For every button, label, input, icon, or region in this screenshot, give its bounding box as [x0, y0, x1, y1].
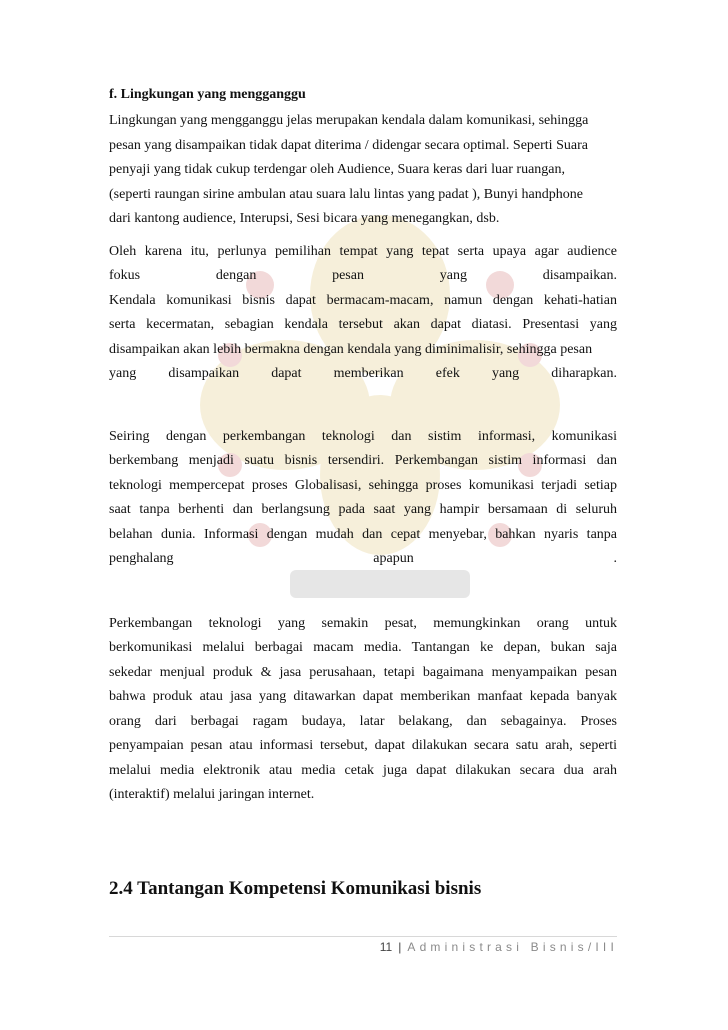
text-line: penghalang apapun .	[109, 551, 617, 566]
text-line: sekedar menjual produk & jasa perusahaan, tetapi bagaimana menyampaikan pesan	[109, 664, 617, 680]
text-line: penyaji yang tidak cukup terdengar oleh Audience, Suara keras dari luar ruangan,	[109, 162, 565, 177]
text-line: berkembang menjadi suatu bisnis tersendiri. Perkembangan sistim informasi dan	[109, 453, 617, 468]
section-title: 2.4 Tantangan Kompetensi Komunikasi bisnis	[109, 878, 482, 899]
text-line: orang dari berbagai ragam budaya, latar belakang, dan sebagainya. Proses	[109, 713, 617, 729]
text-line: fokus dengan pesan yang disampaikan.	[109, 268, 617, 283]
paragraph-media	[109, 612, 617, 808]
text-line: (interaktif) melalui jaringan internet.	[109, 787, 315, 802]
footer-separator: |	[398, 940, 402, 954]
text-line: pesan yang disampaikan tidak dapat diterima / didengar secara optimal. Seperti Suara	[109, 137, 588, 153]
text-line: belahan dunia. Informasi dengan mudah dan cepat menyebar, bahkan nyaris tanpa	[109, 526, 617, 542]
text-line: penyampaian pesan atau informasi tersebut, dapat dilakukan secara satu arah, seperti	[109, 738, 617, 753]
text-line: serta kecermatan, sebagian kendala tersebut akan dapat diatasi. Presentasi yang	[109, 317, 617, 332]
text-line: bahwa produk atau jasa yang ditawarkan dapat memberikan manfaat kepada banyak	[109, 689, 617, 704]
page-body	[109, 85, 617, 808]
text-line: Lingkungan yang mengganggu jelas merupakan kendala dalam komunikasi, sehingga	[109, 113, 589, 128]
text-line: Kendala komunikasi bisnis dapat bermacam-macam, namun dengan kehati-hatian	[109, 292, 617, 308]
text-line: saat tanpa berhenti dan berlangsung pada saat yang hampir bersamaan di seluruh	[109, 502, 617, 517]
text-line: Perkembangan teknologi yang semakin pesat, memungkinkan orang untuk	[109, 615, 617, 631]
footer-divider	[109, 936, 617, 937]
text-line: teknologi mempercepat proses Globalisasi, sehingga proses komunikasi terjadi setiap	[109, 477, 617, 493]
running-title: Administrasi Bisnis/III	[407, 940, 618, 954]
paragraph-constraints	[109, 240, 617, 387]
paragraph-environment	[109, 109, 617, 232]
text-line: yang disampaikan dapat memberikan efek yang diharapkan.	[109, 366, 617, 381]
paragraph-technology	[109, 425, 617, 572]
text-line: (seperti raungan sirine ambulan atau suara lalu lintas yang padat ), Bunyi handphone	[109, 186, 583, 202]
subheading: f. Lingkungan yang mengganggu	[109, 87, 306, 102]
text-line: berkomunikasi melalui berbagai macam media. Tantangan ke depan, bukan saja	[109, 640, 617, 655]
text-line: dari kantong audience, Interupsi, Sesi bicara yang menegangkan, dsb.	[109, 211, 500, 226]
text-line: Seiring dengan perkembangan teknologi dan sistim informasi, komunikasi	[109, 428, 617, 444]
text-line: melalui media elektronik atau media cetak juga dapat dilakukan secara dua arah	[109, 762, 617, 778]
page-footer	[380, 940, 618, 954]
text-line: disampaikan akan lebih bermakna dengan kendala yang diminimalisir, sehingga pesan	[109, 341, 593, 357]
page-number: 11	[379, 940, 393, 954]
text-line: Oleh karena itu, perlunya pemilihan tempat yang tepat serta upaya agar audience	[109, 243, 617, 259]
